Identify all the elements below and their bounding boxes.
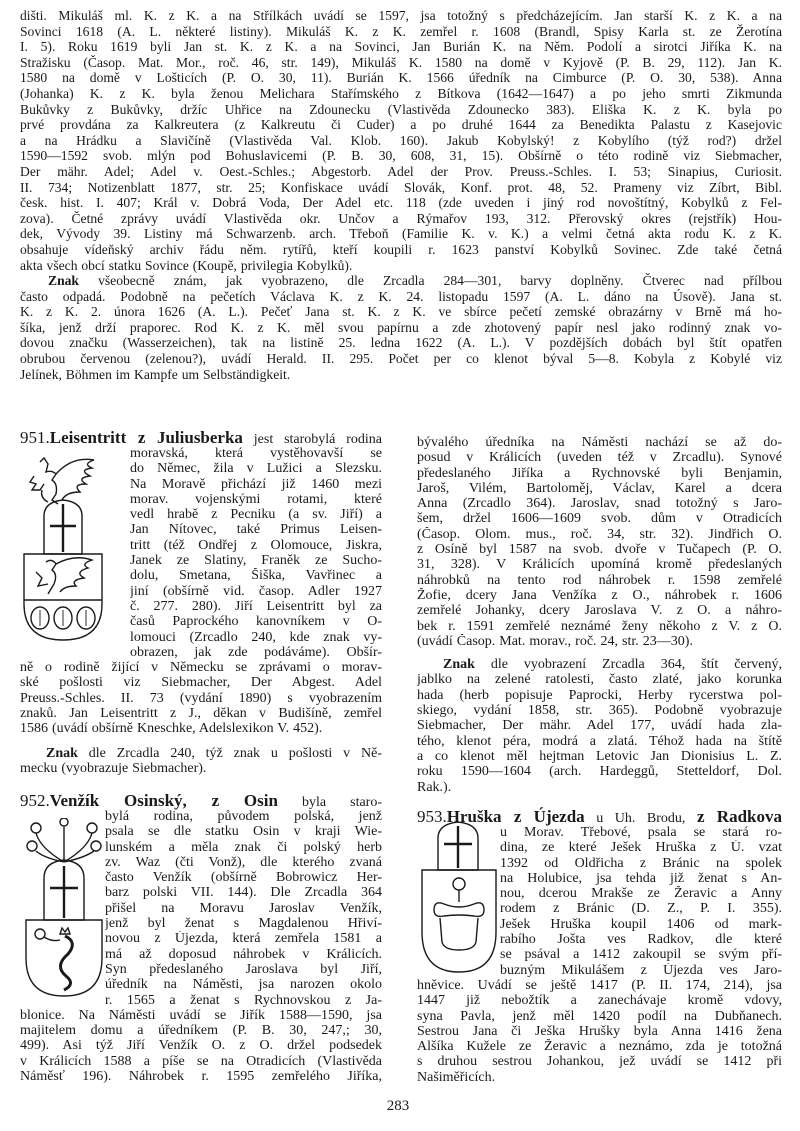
entry-number: 951. <box>20 428 50 447</box>
text-line: morav. vojenskými rotami, které <box>130 491 382 507</box>
text-line: 1586 (uvádí obšírně Kneschke, Adelslexikon V. 452). <box>20 721 323 737</box>
entry-952-continued <box>417 435 782 795</box>
text-line: psala se dle statku Osin v kraji Wie- <box>105 824 382 840</box>
text-line: a na Hrádku a Slavičíně (Vlastivěda Val. Klob. 160). Jakub Kobylský! z Kobylího (týž rod?) držel <box>20 132 782 148</box>
text-line: Náměsť 196). Náhrobek r. 1595 zemřelého Jiříka, <box>20 1069 382 1085</box>
text-line: bylá rodina, původem polská, jenž <box>105 809 382 824</box>
text-line: K. z K. 2. února 1626 (A. L.). Pečeť Jana st. K. z K. ve sbírce pečetí zemské obrazárny v Brně má ho- <box>20 304 782 320</box>
text-line: dišti. Mikuláš ml. K. z K. a na Střílkách uvádí se 1597, jsa totožný s předcházejícím. Jan starší K. z K. a na <box>20 8 782 23</box>
text-line: r. 1565 a ženat s Rychnovskou z Ja- <box>105 992 382 1008</box>
text-line: předeslaného Jiříka a Rychnovské byli Benjamin, <box>417 465 782 481</box>
znak-label: Znak <box>443 657 475 673</box>
text-line: posud v Králicích (uveden též v Zrcadlu). Synové <box>417 450 782 466</box>
text-line: tritt (též Ondřej z Olomouce, Jiskra, <box>130 537 382 553</box>
text-line: (uvádí Časop. Mat. morav., roč. 24, str. 23—30). <box>417 633 693 649</box>
coat-of-arms-951-icon <box>22 454 104 642</box>
text-line: jablko na zelené ratolesti, často zlaté, jako korunka <box>417 672 782 688</box>
text-line: náhrobků na tento rod náhrobek r. 1598 zemřelé <box>417 572 782 588</box>
text-line: majitelem domu a úředníkem (P. B. 30, 247,; 30, <box>20 1023 382 1039</box>
text-line: Anna (Zrcadlo 364). Jaroslav, snad totožný s Jaro- <box>417 496 782 512</box>
text-line: do Němec, žila v Lužici a Slezsku. <box>130 461 382 477</box>
text-line: znaků. Jan Leisentritt z J., děkan v Budišíně, zemřel <box>20 706 382 722</box>
text-line: bývalého úředníka na Náměsti nachází se až do- <box>417 435 782 450</box>
text-line: prvé provdána za Kalkreutera (z Kalkreutu či Cuder) a po druhé 1644 za Benedikta Palastu z Kasejovic <box>20 117 782 133</box>
text-line: často Venžík (obšírně Bobrowicz Her- <box>105 870 382 886</box>
text-line: jenž byl ženat s Magdalenou Hřiví- <box>105 916 382 932</box>
coat-of-arms-952-icon <box>24 818 104 998</box>
text-line: ně o rodině žijící v Německu se zprávami o morav- <box>20 660 382 676</box>
text-line-rest: dle vyobrazení Zrcadla 364, štít červený, <box>474 657 782 673</box>
text-line: novou z Újezda, která zemřela 1581 a <box>105 931 382 947</box>
text-line: Bukůvky z Bukůvky, držíc Uhřice na Zdounecku (Vlastivěda Zdounecko 383). Eliška K. z K. byla po <box>20 101 782 117</box>
entry-title-rest: jest starobylá rodina <box>242 432 382 447</box>
text-line: bek r. 1591 zemřelé neznámé ženy někoho z V. z O. <box>417 618 782 634</box>
text-line: 499). Asi týž Jiří Venžík O. z O. držel podsedek <box>20 1038 382 1054</box>
text-line: z Osíně byl 1587 na svob. dvoře v Tučapech (P. O. <box>417 542 782 558</box>
coat-of-arms-953-icon <box>420 822 498 974</box>
text-line: rabího Jošta ves Radkov, dle které <box>500 932 782 948</box>
text-line: jiní (obšírně vid. časop. Adler 1927 <box>130 583 382 599</box>
text-line: obsahuje vídeňský archiv řádu něm. rytířů, kteří koupili r. 1623 panství Kobylků Sovinec. Zde také četná <box>20 241 782 257</box>
text-line: na Holubice, jsa tehda již ženat s An- <box>500 870 782 886</box>
top-text-block <box>20 8 782 382</box>
text-line: tého, klenot péra, modrá a zlatá. Téhož hada na štítě <box>417 733 782 749</box>
text-line: Rak.). <box>417 779 452 795</box>
text-line: moravská, která vystěhovavší se <box>130 446 382 461</box>
text-line: Janek ze Slatiny, Franěk ze Sucho- <box>130 553 382 569</box>
text-line: syna Pavla, jenž měl 1420 podíl na Dubňanech. <box>417 1008 782 1024</box>
text-line: se psával a 1412 zakoupil se svým pří- <box>500 947 782 963</box>
text-line: česk. hist. I. 407; Král v. Dobrá Voda, Der Adel etc. 118 (zde uveden i jiný rod novoštítný, Kobylků z Fel- <box>20 195 782 211</box>
text-line: Jaroš, Vilém, Bartoloměj, Václav, Karel a dcera <box>417 480 782 496</box>
text-line: 1447 již nebožtík a zanechávaje kromě vdovy, <box>417 993 782 1009</box>
text-line: Na Moravě přichází již 1460 mezi <box>130 476 382 492</box>
text-line <box>46 746 382 761</box>
text-line: úředník na Náměsti, jsa narozen okolo <box>105 977 382 993</box>
text-line: Stražisku (Časop. Mat. Mor., roč. 46, str. 149), Mikuláš K. 1580 na domě v Kyjově (P. B. 29, 112). Jan K. <box>20 54 782 70</box>
text-line: II. 734; Notizenblatt 1877, str. 25; Konfiskace uvádí Slovák, Konf. prot. 48, 52. Prameny viz Zíbrt, Bibl. <box>20 179 782 195</box>
text-line: často odpadá. Podobně na pečetích Václava K. z K. 24. listopadu 1597 (A. L. dáno na Úsově). Jana st. <box>20 288 782 304</box>
text-line: buzným Mikulášem z Újezda ves Jaro- <box>500 962 782 978</box>
text-line: a co klenot měl hejtman Letovic Jan Dionisius L. Z. <box>417 748 782 764</box>
entry-heading <box>20 429 382 446</box>
entry-heading <box>20 792 382 809</box>
text-line-rest: všeobecně znám, jak vyobrazeno, dle Zrcadla 284—301, barvy doplněny. Čtverec nad přílbou <box>78 273 782 289</box>
text-line: rodem z Bránic (D. Z., P. I. 355). <box>500 901 782 917</box>
text-line: barz polski VII. 144). Dle Zrcadla 364 <box>105 885 382 901</box>
znak-label: Znak <box>48 273 79 289</box>
text-line: zova). Četné zprávy uvádí Vlastivěda okr. Unčov a Rýmařov 193, 312. Přerovský okres (rejstřík) Hou- <box>20 210 782 226</box>
text-line: 1392 od Oldřicha z Bránic na spolek <box>500 855 782 871</box>
text-line: přišel na Moravu Jaroslav Venžík, <box>105 900 382 916</box>
text-line: u Morav. Třebové, psala se stará ro- <box>500 825 782 840</box>
text-line: 1580 na domě v Lošticích (P. O. 30, 11). Burián K. 1566 úředník na Cimburce (P. O. 30, 538). Anna <box>20 70 782 86</box>
text-line: lunském a měla znak či polský herb <box>105 839 382 855</box>
entry-number: 952. <box>20 791 50 810</box>
text-line: akta všech obcí statku Sovince (Koupě, privilegia Kobylků). <box>20 257 353 273</box>
text-line: Alšíka Kužele ze Žeravic a neznámo, zda je totožná <box>417 1039 782 1055</box>
text-line: v Králicích 1588 a píše se na Otradicích (Vlastivěda <box>20 1053 382 1069</box>
text-line: Siebmacher, Der mähr. Adel 177, uvádí hada zla- <box>417 718 782 734</box>
text-line: hněvice. Uvádí se ještě 1417 (P. II. 174, 214), jsa <box>417 977 782 993</box>
text-line: roku 1590—1604 (arch. Hardeggů, Stetteldorf, Dol. <box>417 764 782 780</box>
entry-title: Hruška z Újezda <box>446 807 585 826</box>
entry-number: 953. <box>417 807 447 826</box>
text-line: dolu, Smetana, Šiška, Vavřinec a <box>130 568 382 584</box>
text-line: šem, držel 1606—1609 svob. dům v Otradicích <box>417 511 782 527</box>
text-line: Jan Nítovec, také Primus Leisen- <box>130 522 382 538</box>
text-line <box>443 657 782 672</box>
text-line: Žofie, dcery Jana Venžíka z O., náhrobek r. 1606 <box>417 587 782 603</box>
text-line-rest: dle Zrcadla 240, týž znak u pošlosti v Ně- <box>77 745 382 761</box>
text-line: (Časop. Olom. mus., roč. 34, str. 32). Jindřich O. <box>417 526 782 542</box>
text-line: Preuss.-Schles. II. 73 (vydání 1890) s vyobrazením <box>20 690 382 706</box>
znak-label: Znak <box>46 745 78 761</box>
text-line: má až doposud náhrobek v Králicích. <box>105 946 382 962</box>
text-line: Der mähr. Adel; Adel v. Oest.-Schles.; Abgestorb. Adel der Prov. Preuss.-Schles. I. 53; Sinapius, Curiosit. <box>20 163 782 179</box>
text-line: vedl hrabě z Pecniku (a sv. Jiří) a <box>130 507 382 523</box>
text-line: lomouci (Zrcadlo 240, kde znak vy- <box>130 629 382 645</box>
text-line: hada (herb popisuje Paprocki, Herby rycerstwa pol- <box>417 687 782 703</box>
text-line: 31, 328). V Králicích upomíná kromě předeslaných <box>417 557 782 573</box>
entry-title: Leisentritt z Juliusberka <box>49 428 243 447</box>
text-line: zemřelé Johanky, dcery Jaroslava V. z O. a náhro- <box>417 603 782 619</box>
page-number: 283 <box>386 1098 410 1114</box>
entry-title-rest: byla staro- <box>277 795 383 810</box>
entry-title: Venžík Osinský, z Osin <box>49 791 278 810</box>
text-line: Syn předeslaného Jaroslava byl Jiří, <box>105 961 382 977</box>
entry-title-rest: u Uh. Brodu, <box>584 811 697 826</box>
text-line: dek, Vývody 39. Listiny má Schwarzenb. arch. Třeboň (Familie K. v. K.) a velmi četná akta rodu K. z K. <box>20 226 782 242</box>
text-line: dovou značku (Wasserzeichen), tak na listině 25. ledna 1622 (A. L.). V pozdějších dobách byl štít opatřen <box>20 335 782 351</box>
entry-title: z Radkova <box>696 807 782 826</box>
text-line: Sovinci 1618 (A. L. některé listiny). Mikuláš K. z K. zemřel r. 1608 (Brandl, Spisy Karla st. ze Žerotína <box>20 23 782 39</box>
text-line: s druhou sestrou Johankou, jež uvádí se 1412 při <box>417 1054 782 1070</box>
text-line <box>48 273 782 289</box>
text-line: obrazen, jak zde podáváme). Obšír- <box>130 644 382 660</box>
text-line: šíka, jenž drží praporec. Rod K. z K. měl svou papírnu a zde zhotovený papír nesl jako rodinný znak vo- <box>20 319 782 335</box>
text-line: blonice. Na Náměsti uvádí se Jiřík 1588—1590, jsa <box>20 1007 382 1023</box>
text-line: (Johanka) K. z K. byla ženou Melichara Stařímského z Bítkova (1642—1647) a po jeho smrti Zikmunda <box>20 85 782 101</box>
text-line: mecku (vyobrazuje Siebmacher). <box>20 760 207 776</box>
text-line: nou, dcerou Mrakše ze Žeravic a Anny <box>500 886 782 902</box>
text-line: Sestrou Jana či Ješka Hrušky byla Anna 1416 žena <box>417 1023 782 1039</box>
text-line: Ješek Hruška koupil 1406 od mark- <box>500 916 782 932</box>
text-line: č. 277. 280). Jiří Leisentritt byl za <box>130 598 382 614</box>
text-line: 1590—1592 svob. mlýn pod Bohuslavicemi (P. B. 30, 608, 31, 15). Obšírně o této rodině viz Siebmacher, <box>20 148 782 164</box>
text-line: obrubou červenou (zelenou?), uvádí Herald. II. 295. Počet per co klenot býval 5—8. Kobyla z Kobylé viz <box>20 351 782 367</box>
text-line: ské pošlosti viz Siebmacher, Der Abgest. Adel <box>20 675 382 691</box>
text-line: Našiměřicích. <box>417 1069 496 1085</box>
text-line: zv. Waz (čti Vonž), dle kterého zvaná <box>105 854 382 870</box>
text-line: Jelínek, Böhmen im Kampfe um Selbständigkeit. <box>20 366 291 382</box>
text-line: I. 5). Roku 1619 byli Jan st. K. z K. a na Sovinci, Jan Burián K. na Něm. Podolí a sirotci Jiříka K. na <box>20 39 782 55</box>
text-line: dina, ze které Ješek Hruška z Ú. vzat <box>500 840 782 856</box>
text-line: skiego, vydání 1858, str. 365). Podobně vyobrazuje <box>417 703 782 719</box>
text-line: časů Paprockého kanovníkem v O- <box>130 614 382 630</box>
